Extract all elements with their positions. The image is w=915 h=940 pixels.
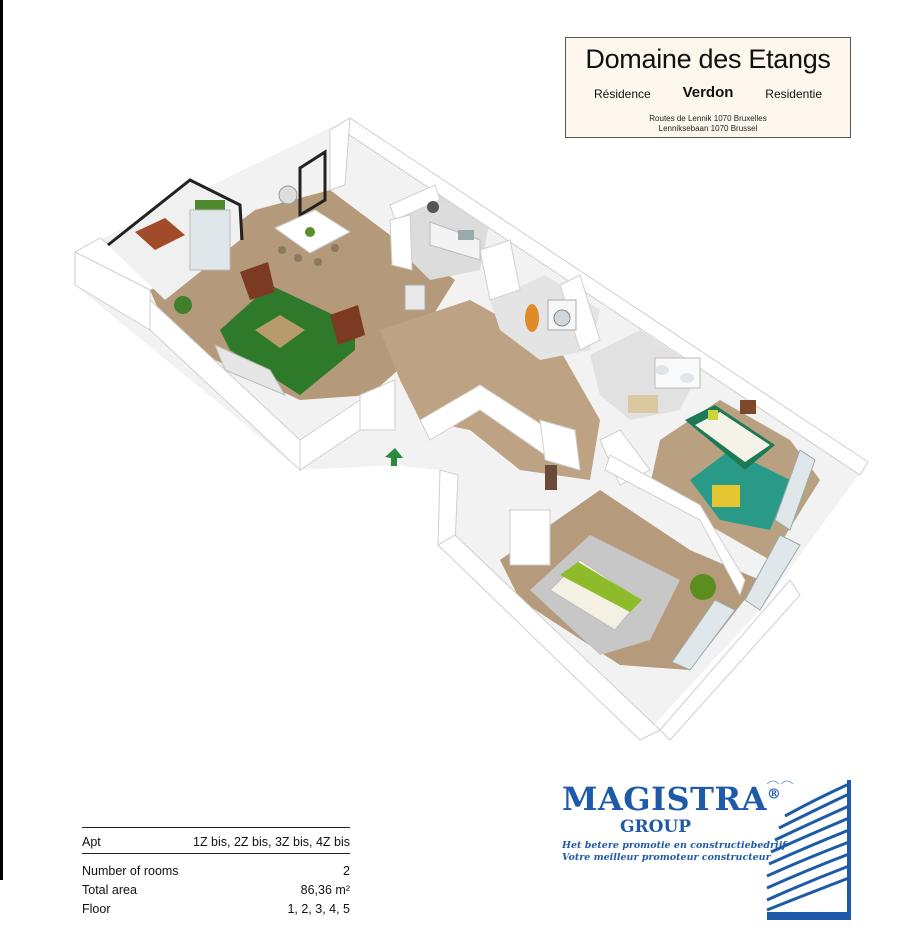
info-row-apt [82, 831, 350, 853]
floor-plan-3d [70, 110, 870, 760]
label-verdon: Verdon [682, 84, 734, 101]
building-logo-icon [763, 776, 851, 922]
info-label: Number of rooms [82, 864, 179, 878]
info-value: 1, 2, 3, 4, 5 [287, 902, 350, 916]
label-residentie-nl: Residentie [765, 87, 822, 101]
apartment-info-table [82, 827, 350, 919]
brand-registered-mark: ® [766, 786, 782, 803]
left-border-line [0, 0, 3, 880]
info-top-divider [82, 827, 350, 828]
info-row-rooms [82, 862, 350, 881]
info-label: Total area [82, 883, 137, 897]
address-fr: Routes de Lennik 1070 Bruxelles [649, 114, 767, 123]
address-nl: Lenniksebaan 1070 Brussel [658, 124, 758, 133]
brand-group: GROUP [620, 817, 692, 837]
info-value: 86,36 m² [300, 883, 350, 897]
info-row-area [82, 881, 350, 900]
info-value: 2 [343, 864, 350, 878]
brand-tagline-fr: Votre meilleur promoteur constructeur [562, 852, 771, 863]
residence-title: Domaine des Etangs [585, 44, 831, 74]
brand-name [562, 780, 781, 818]
brand-name-text: MAGISTRA [562, 780, 767, 818]
title-subrow [566, 84, 850, 104]
info-label: Floor [82, 902, 111, 916]
info-label: Apt [82, 835, 101, 849]
magistra-logo [556, 770, 856, 930]
info-value: 1Z bis, 2Z bis, 3Z bis, 4Z bis [193, 835, 350, 849]
info-row-floor [82, 900, 350, 919]
laundry-fixtures [525, 300, 576, 332]
label-residence-fr: Résidence [594, 87, 651, 101]
info-mid-divider [82, 853, 350, 854]
brand-tagline-nl: Het betere promotie en constructiebedrijf [562, 840, 787, 851]
